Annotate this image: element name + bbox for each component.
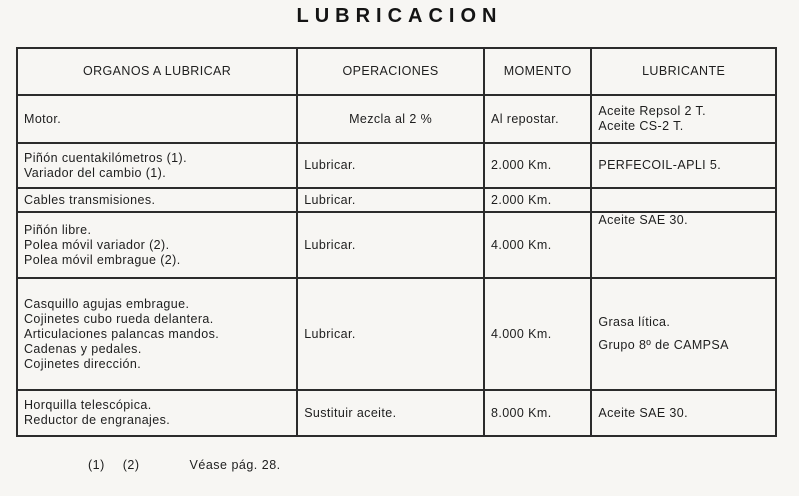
table-row: [17, 143, 776, 188]
header-organos: ORGANOS A LUBRICAR: [17, 48, 297, 95]
organ-item: Motor.: [24, 111, 62, 126]
lubrication-table: [16, 47, 777, 437]
lubricant-item: PERFECOIL-APLI 5.: [598, 158, 722, 172]
operacion-cell: Lubricar.: [297, 212, 484, 278]
lubricant-item: Aceite SAE 30.: [598, 213, 689, 227]
momento-cell: 2.000 Km.: [484, 143, 591, 188]
operacion-cell: Lubricar.: [297, 278, 484, 390]
lubricant-item: Grupo 8º de CAMPSA: [598, 338, 729, 352]
table-row: [17, 278, 776, 390]
momento-cell: 8.000 Km.: [484, 390, 591, 436]
operacion-cell: Lubricar.: [297, 143, 484, 188]
organ-item: Polea móvil variador (2).: [24, 237, 170, 252]
header-momento: MOMENTO: [484, 48, 591, 95]
organ-item: Reductor de engranajes.: [24, 413, 171, 427]
footnote: [88, 458, 281, 472]
table-row: [17, 390, 776, 436]
lubricante-cell: [591, 212, 776, 278]
footnote-text: Véase pág. 28.: [189, 458, 281, 472]
lubricant-item: Grasa lítica.: [598, 315, 671, 329]
header-lubricante: LUBRICANTE: [591, 48, 776, 95]
organ-item: Cables transmisiones.: [24, 192, 156, 207]
lubricant-item: Aceite SAE 30.: [598, 405, 689, 420]
lubricante-cell-empty: [591, 188, 776, 212]
organ-item: Piñón cuentakilómetros (1).: [24, 150, 187, 165]
organos-cell: [17, 278, 297, 390]
organos-cell: [17, 188, 297, 212]
organos-cell: [17, 143, 297, 188]
organos-cell: [17, 390, 297, 436]
organ-item: Cojinetes dirección.: [24, 356, 142, 371]
lubricante-cell: [591, 390, 776, 436]
momento-cell: Al repostar.: [484, 95, 591, 143]
table-row: [17, 212, 776, 278]
operacion-cell: Sustituir aceite.: [297, 390, 484, 436]
lubricante-cell: [591, 278, 776, 390]
organ-item: Articulaciones palancas mandos.: [24, 326, 220, 341]
momento-cell: 2.000 Km.: [484, 188, 591, 212]
header-operaciones: OPERACIONES: [297, 48, 484, 95]
lubricant-item: Aceite CS-2 T.: [598, 119, 684, 133]
footnote-ref-2: (2): [122, 458, 140, 472]
organ-item: Horquilla telescópica.: [24, 398, 152, 412]
organ-item: Casquillo agujas embrague.: [24, 296, 190, 311]
lubricante-cell: [591, 143, 776, 188]
organ-item: Variador del cambio (1).: [24, 165, 167, 180]
page-title: LUBRICACION: [296, 5, 503, 27]
organos-cell: [17, 95, 297, 143]
operacion-cell: Lubricar.: [297, 188, 484, 212]
momento-cell: 4.000 Km.: [484, 212, 591, 278]
organ-item: Polea móvil embrague (2).: [24, 252, 181, 267]
organ-item: Cojinetes cubo rueda delantera.: [24, 311, 214, 326]
organos-cell: [17, 212, 297, 278]
table-row: [17, 95, 776, 143]
organ-item: Cadenas y pedales.: [24, 341, 142, 356]
momento-cell: 4.000 Km.: [484, 278, 591, 390]
organ-item: Piñón libre.: [24, 222, 92, 237]
lubricant-item: Aceite Repsol 2 T.: [598, 104, 707, 118]
operacion-cell: Mezcla al 2 %: [297, 95, 484, 143]
lubricante-cell: [591, 95, 776, 143]
footnote-ref-1: (1): [88, 458, 105, 472]
table-header-row: [17, 48, 776, 95]
table-row: [17, 188, 776, 212]
